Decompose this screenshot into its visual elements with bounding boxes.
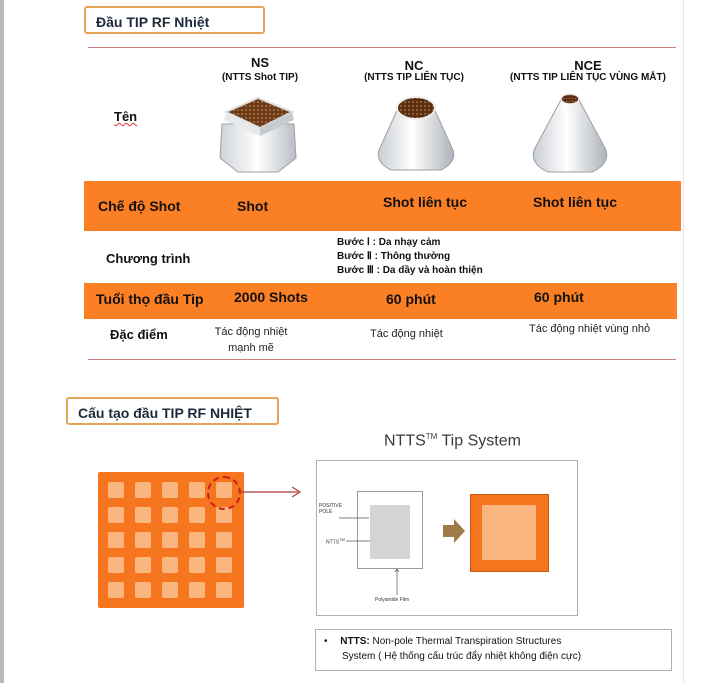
program-step-3: Bước Ⅲ : Da dầy và hoàn thiện [337,265,483,276]
pole-pointer-line [339,515,371,521]
col1-mode: Shot [237,198,269,214]
top-divider [88,47,676,48]
grid-cell [135,557,151,573]
left-edge-bar [0,0,4,683]
col1-subtitle: (NTTS Shot TIP) [221,72,299,83]
diagram-title [384,432,521,450]
grid-cell [162,557,178,573]
nce-tip-image [526,88,614,176]
note-line1-rest: Non-pole Thermal Transpiration Structures [369,636,562,647]
col2-mode: Shot liên tục [383,194,467,210]
grid-cell [108,482,124,498]
row-label-mode: Chế độ Shot [98,198,181,214]
row-label-lifetime: Tuổi thọ đầu Tip [96,291,204,307]
grid-cell [216,557,232,573]
note-line-1 [324,634,581,649]
col2-name: NC [404,58,424,73]
zoom-arrow-icon [238,485,304,499]
row-label-feature: Đặc điểm [110,327,168,342]
col2-subtitle: (NTTS TIP LIÊN TỤC) [364,72,464,83]
zoom-highlight-circle [207,476,241,510]
grid-cell [108,532,124,548]
row-label-program: Chương trình [106,251,191,266]
grid-cell [162,507,178,523]
grid-cell [135,482,151,498]
ntts-pointer-line [346,538,372,544]
ntts-heated-inner [482,505,536,560]
note-bullet: • [324,636,328,647]
grid-cell [216,532,232,548]
col3-feature: Tác động nhiệt vùng nhỏ [529,323,651,335]
program-steps [337,236,483,278]
grid-cell [216,582,232,598]
grid-cell [189,482,205,498]
col1-lifetime: 2000 Shots [234,289,308,305]
grid-cell [108,507,124,523]
grid-cell [108,557,124,573]
label-positive-pole: POSITIVE POLE [319,503,343,515]
col2-lifetime: 60 phút [386,291,436,307]
col3-lifetime: 60 phút [534,289,584,305]
ns-tip-image [216,92,300,174]
program-step-1: Bước Ⅰ : Da nhạy cảm [337,237,441,248]
film-pointer-line [394,569,400,597]
transform-arrow-icon [443,519,465,543]
grid-cell [135,582,151,598]
col2-feature: Tác động nhiệt [370,328,443,340]
section2-title: Cấu tạo đầu TIP RF NHIỆT [78,405,252,421]
col3-subtitle: (NTTS TIP LIÊN TỤC VÙNG MẮT) [510,72,666,83]
col3-name: NCE [574,58,602,73]
diagram-title-main: NTTS [384,432,426,450]
label-ntts [326,537,345,546]
col1-feature-line1: Tác động nhiệt [214,326,288,338]
col1-name: NS [250,55,270,70]
diagram-title-suffix: Tip System [437,432,521,450]
grid-cell [189,582,205,598]
grid-cell [108,582,124,598]
right-edge-line [683,0,684,683]
note-line-2: System ( Hệ thống cấu trúc đẩy nhiệt không điện cực) [342,651,582,662]
ntts-note-text [324,634,581,664]
grid-cell [189,507,205,523]
col1-feature-line2: mạnh mẽ [228,342,274,354]
grid-cell [135,532,151,548]
label-ntts-text: NTTS [326,539,340,546]
row-label-name: Tên [114,109,138,124]
diagram-title-tm: TM [425,432,438,441]
label-polyamide-film: Polyamide Film [375,597,410,603]
col3-mode: Shot liên tục [533,194,617,210]
label-ntts-tm: TM [339,537,345,542]
section1-title-box [84,6,265,34]
note-term: NTTS: [340,636,370,647]
grid-cell [189,532,205,548]
col1-feature [196,324,306,356]
section2-title-box [66,397,279,425]
section1-title: Đầu TIP RF Nhiệt [96,14,210,30]
bottom-divider [88,359,676,360]
grid-cell [189,557,205,573]
nc-tip-image [371,92,461,174]
grid-cell [135,507,151,523]
grid-cell [162,532,178,548]
grid-cell [162,582,178,598]
program-step-2: Bước Ⅱ : Thông thường [337,251,451,262]
ntts-cell-inner [370,505,410,559]
grid-cell [162,482,178,498]
